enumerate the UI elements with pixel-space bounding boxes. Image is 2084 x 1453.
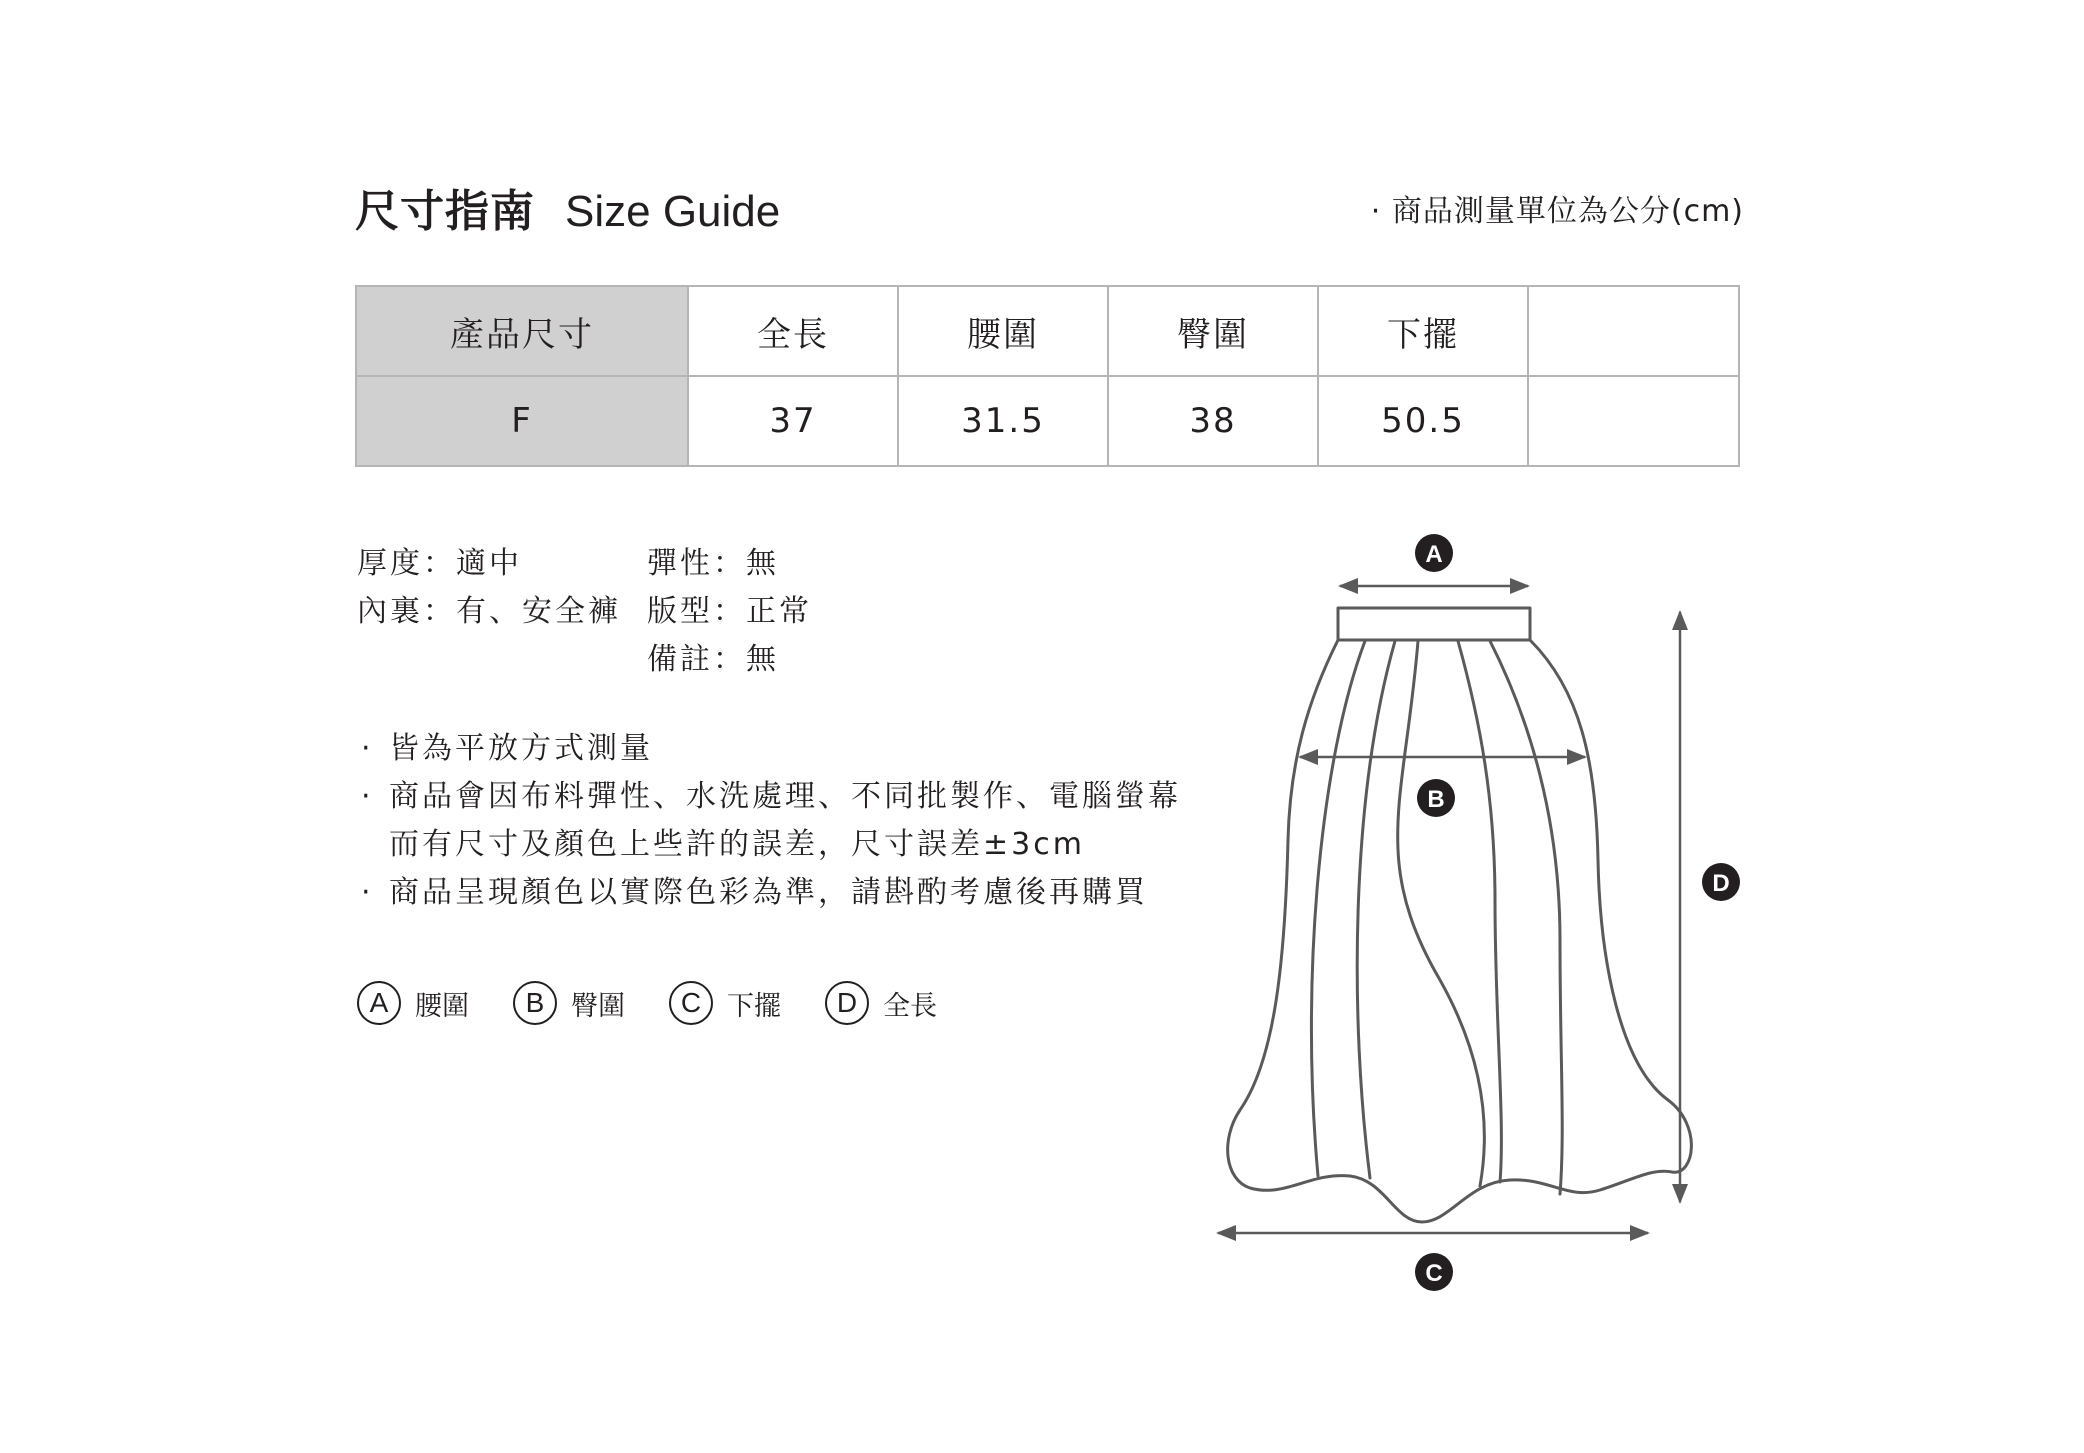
legend-label-a: 腰圍	[415, 990, 469, 1022]
cell-hip: 38	[1108, 376, 1318, 466]
legend-letter-b: B	[513, 981, 557, 1025]
spec-elasticity: 彈性：無	[647, 546, 779, 581]
skirt-waistband	[1338, 608, 1530, 640]
note-bullet: ·	[361, 875, 374, 910]
legend-label-d: 全長	[883, 990, 937, 1022]
header-product-size: 產品尺寸	[356, 286, 688, 376]
spec-thickness: 厚度：適中	[357, 546, 522, 581]
header-waist: 腰圍	[898, 286, 1108, 376]
header-hip: 臀圍	[1108, 286, 1318, 376]
note-item: · 皆為平放方式測量	[357, 725, 1181, 773]
marker-a-label: A	[1425, 541, 1443, 568]
header-hem: 下擺	[1318, 286, 1528, 376]
legend-letter-d: D	[825, 981, 869, 1025]
skirt-pleat-line	[1398, 641, 1485, 1186]
marker-b-label: B	[1427, 786, 1445, 813]
legend-label-b: 臀圍	[571, 990, 625, 1022]
note-item-continued: 而有尺寸及顏色上些許的誤差，尺寸誤差±3cm	[389, 827, 1085, 862]
cell-total-length: 37	[688, 376, 898, 466]
note-bullet: ·	[361, 779, 374, 814]
unit-note: · 商品測量單位為公分(cm)	[1370, 194, 1744, 229]
skirt-pleat-line	[1458, 641, 1501, 1182]
spec-lining: 內裏：有、安全褲	[357, 594, 621, 629]
note-bullet: ·	[361, 731, 374, 766]
cell-size: F	[356, 376, 688, 466]
marker-c	[1415, 1253, 1453, 1291]
marker-d-label: D	[1712, 870, 1730, 897]
skirt-pleat-line	[1357, 641, 1395, 1178]
title-zh: 尺寸指南	[355, 186, 535, 237]
cell-hem: 50.5	[1318, 376, 1528, 466]
marker-d	[1702, 863, 1740, 901]
marker-c-label: C	[1425, 1260, 1443, 1287]
legend-label-c: 下擺	[727, 990, 781, 1022]
legend-letter-a: A	[357, 981, 401, 1025]
marker-b	[1417, 779, 1455, 817]
note-item: · 商品會因布料彈性、水洗處理、不同批製作、電腦螢幕	[357, 773, 1181, 821]
title-en: Size Guide	[565, 187, 781, 236]
legend-letter-c: C	[669, 981, 713, 1025]
skirt-outline	[1228, 640, 1692, 1222]
spec-fit: 版型：正常	[647, 594, 812, 629]
cell-waist: 31.5	[898, 376, 1108, 466]
header-total-length: 全長	[688, 286, 898, 376]
note-item: · 商品呈現顏色以實際色彩為準，請斟酌考慮後再購買	[357, 869, 1181, 917]
marker-a	[1415, 534, 1453, 572]
spec-remarks: 備註：無	[647, 642, 779, 677]
